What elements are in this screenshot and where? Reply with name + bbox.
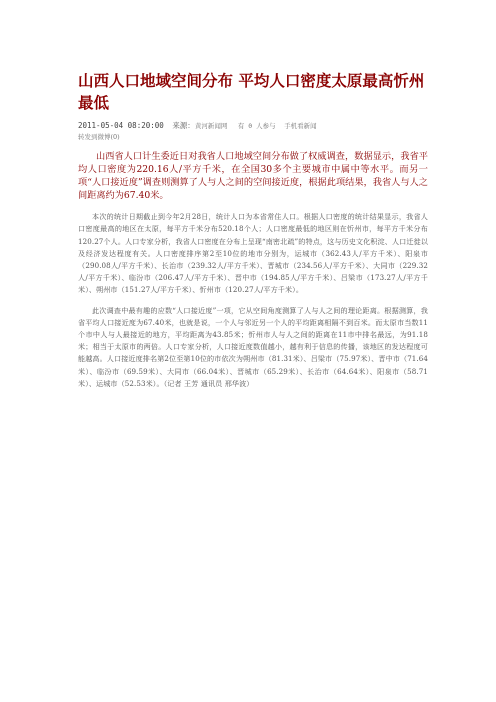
publish-date: 2011-05-04 08:20:00 <box>78 121 164 130</box>
article-title: 山西人口地域空间分布 平均人口密度太原最高忻州最低 <box>78 72 425 112</box>
body-paragraph-2: 此次调查中最有趣的应数“人口接近度”一项，它从空间角度测算了人与人之间的理论距离。根据测算，我省平均人口接近度为67.40米，也就是说，一个人与邻近另一个人的平均距离相隔不到百米。而太原市当数11个市中人与人最接近的地方，平均距离为43.85米；忻州市人与人之间的距离在11市中排名最远，为91.18米；相当于太原市的两倍。人口专家分析，人口接近度数值越小，越有利于信息的传播，该地区的发达程度可能越高。人口接近度排名第2位至第10位的市依次为朔州市（81.31米）、吕梁市（75.97米）、晋中市（71.64米）、临汾市（69.59米）、大同市（66.04米）、晋城市（65.29米）、长治市（64.64米）、阳泉市（58.71米）、运城市（52.53米）。（记者 王芳 通讯员 邢华波） <box>78 305 428 388</box>
share-weibo-link[interactable]: 转发到微博(0) <box>78 133 120 141</box>
source-label: 来源： <box>172 121 195 130</box>
article-meta <box>78 120 428 132</box>
participants-count[interactable]: 有 0 人参与 <box>237 122 276 130</box>
mobile-news-link[interactable]: 手机看新闻 <box>284 122 317 130</box>
source-link[interactable]: 黄河新闻网 <box>194 122 228 130</box>
body-paragraph-1: 本次的统计日期截止到今年2月28日，统计人口为本省常住人口。根据人口密度的统计结果显示，我省人口密度最高的地区在太原，每平方千米分布520.18个人；人口密度最低的地区则在忻州市，每平方千米分布120.27个人。人口专家分析，我省人口密度在分布上呈现“南密北疏”的特点，这与历史文化积淀、人口迁徙以及经济发达程度有关。人口密度排序第2至10位的地市分别为，运城市（362.43人/平方千米）、阳泉市（290.08人/平方千米）、长治市（239.32人/平方千米）、晋城市（234.56人/平方千米）、大同市（229.32人/平方千米）、临汾市（206.47人/平方千米）、晋中市（194.85人/平方千米）、吕梁市（173.27人/平方千米）、朔州市（151.27人/平方千米）、忻州市（120.27人/平方千米）。 <box>78 212 428 295</box>
article <box>78 70 428 397</box>
lead-paragraph: 山西省人口计生委近日对我省人口地域空间分布做了权威调查，数据显示，我省平均人口密度为220.16人/平方千米，在全国30多个主要城市中属中等水平。而另一项“人口接近度”调查则测算了人与人之间的空间接近度，根据此项结果，我省人与人之间距离约为67.40米。 <box>78 151 428 201</box>
